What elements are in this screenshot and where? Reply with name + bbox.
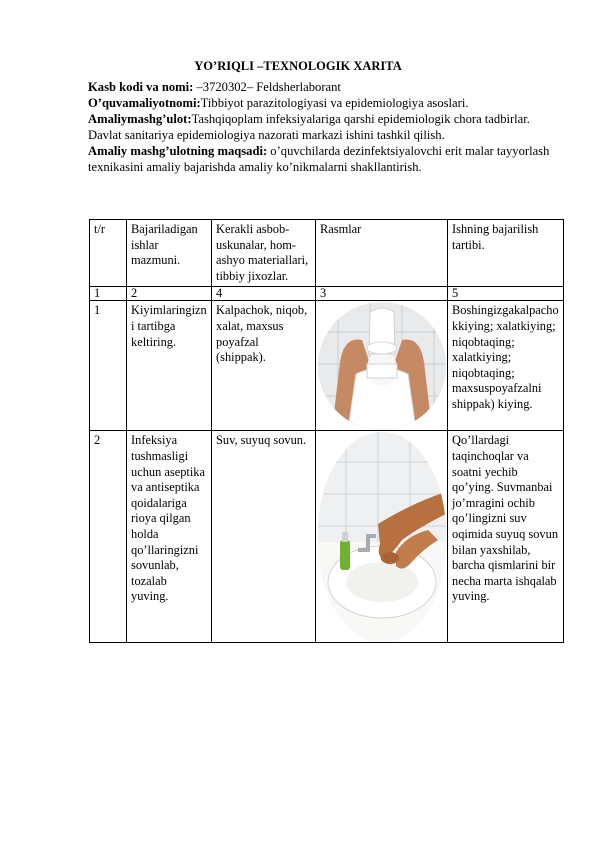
table-header-cell: Rasmlar <box>316 220 448 287</box>
instruction-table <box>89 219 564 643</box>
table-header-cell: Ishning bajarilish tartibi. <box>448 220 564 287</box>
info-value: Tashqiqoplam infeksiyalariga qarshi epidemiologik chora tadbirlar. Davlat sanitariya epidemiologiya nazorati markazi ishini tashkil qilish. <box>88 112 530 142</box>
info-block <box>88 79 558 175</box>
info-line-goal <box>88 143 558 175</box>
row-image-cell <box>316 431 448 643</box>
column-number: 2 <box>127 287 212 301</box>
handwashing-photo-image <box>318 432 446 642</box>
info-value: –3720302– Feldsherlaborant <box>193 80 341 94</box>
page-title: YO’RIQLI –TEXNOLOGIK XARITA <box>194 59 402 73</box>
column-number: 4 <box>212 287 316 301</box>
info-value: Tibbiyot parazitologiyasi va epidemiologiya asoslari. <box>200 96 469 110</box>
row-order: Qo’llardagi taqinchoqlar va soatni yechib qo’ying. Suvmanbai jo’mragini ochib qo’lingizni suv oqimida suyuq sovun bilan yaxshilab, barcha qismlarini bir necha marta ishqalab yuving. <box>448 431 564 643</box>
info-value: o’quvchilarda dezinfektsiyalovchi erit malar tayyorlash texnikasini amaliy bajarishda amaliy ko’nikmalarni shakllantirish. <box>88 144 550 174</box>
row-content: Kiyimlaringizni tartibga keltiring. <box>127 301 212 431</box>
table-header-row <box>90 220 564 287</box>
info-line-practice <box>88 95 558 111</box>
row-index: 2 <box>90 431 127 643</box>
info-label: Amaliymashg’ulot: <box>88 112 192 126</box>
info-line-profession <box>88 79 558 95</box>
info-label: O’quvamaliyotnomi: <box>88 96 201 110</box>
table-header-cell: Kerakli asbob-uskunalar, hom-ashyo materiallari, tibbiy jixozlar. <box>212 220 316 287</box>
column-number: 1 <box>90 287 127 301</box>
row-image-cell <box>316 301 448 431</box>
table-header-cell: Bajariladigan ishlar mazmuni. <box>127 220 212 287</box>
info-line-lesson <box>88 111 558 143</box>
row-tools: Kalpachok, niqob, xalat, maxsus poyafzal (shippak). <box>212 301 316 431</box>
table-header-cell: t/r <box>90 220 127 287</box>
dressing-photo-image <box>318 302 446 430</box>
table-number-row <box>90 287 564 301</box>
row-index: 1 <box>90 301 127 431</box>
row-tools: Suv, suyuq sovun. <box>212 431 316 643</box>
row-content: Infeksiya tushmasligi uchun aseptika va antiseptika qoidalariga rioya qilgan holda qo’llaringizni sovunlab, tozalab yuving. <box>127 431 212 643</box>
column-number: 5 <box>448 287 564 301</box>
column-number: 3 <box>316 287 448 301</box>
info-label: Amaliy mashg’ulotning maqsadi: <box>88 144 268 158</box>
table-row <box>90 431 564 643</box>
table-row <box>90 301 564 431</box>
row-order: Boshingizgakalpachokkiying; xalatkiying; niqobtaqing; xalatkiying; niqobtaqing; maxsuspoyafzalni shippak) kiying. <box>448 301 564 431</box>
info-label: Kasb kodi va nomi: <box>88 80 194 94</box>
